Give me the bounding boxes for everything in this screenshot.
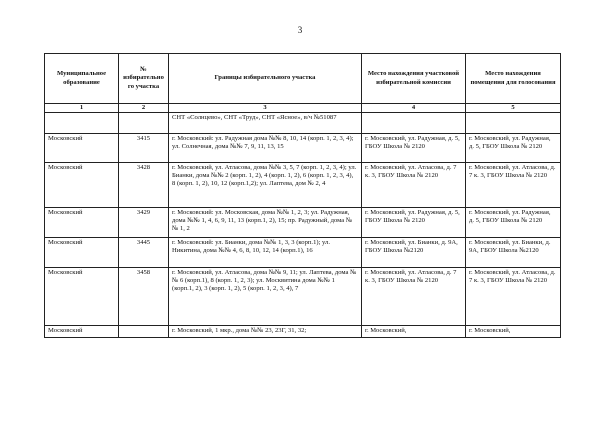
column-number: 3 <box>169 104 362 113</box>
cell-precinct: 3458 <box>119 268 169 326</box>
column-number-row <box>45 104 561 113</box>
polling-stations-table <box>44 53 561 338</box>
column-number: 4 <box>362 104 466 113</box>
cell-municipality: Московский <box>45 163 119 208</box>
cell-commission: г. Московский, <box>362 326 466 338</box>
cell-municipality: Московский <box>45 208 119 238</box>
table-row <box>45 238 561 268</box>
cell-boundaries: г. Московский: ул. Московская, дома №№ 1, 2, 3; ул. Радужная, дома №№ 1, 4, 6, 9, 11, 13 (корп.1, 2), 15; пр. Радужный, дома №№ 1, 2 <box>169 208 362 238</box>
header-row <box>45 54 561 104</box>
cell-commission: г. Московский, ул. Бианки, д. 9А, ГБОУ Школа №2120 <box>362 238 466 268</box>
column-number: 5 <box>466 104 561 113</box>
cell-voting: г. Московский, ул. Радужная, д. 5, ГБОУ Школа № 2120 <box>466 134 561 163</box>
header-voting-location: Место нахождения помещения для голосования <box>466 54 561 104</box>
cell-voting <box>466 113 561 134</box>
table-row <box>45 134 561 163</box>
continuation-row <box>45 113 561 134</box>
column-number: 2 <box>119 104 169 113</box>
cell-boundaries: г. Московский, 1 мкр., дома №№ 23, 23Г, 31, 32; <box>169 326 362 338</box>
cell-municipality: Московский <box>45 134 119 163</box>
header-boundaries: Границы избирательного участка <box>169 54 362 104</box>
cell-precinct: 3428 <box>119 163 169 208</box>
table-row <box>45 208 561 238</box>
cell-commission: г. Московский, ул. Радужная, д. 5, ГБОУ Школа № 2120 <box>362 134 466 163</box>
cell-precinct: 3415 <box>119 134 169 163</box>
cell-boundaries: г. Московский: ул. Радужная дома №№ 8, 10, 14 (корп. 1, 2, 3, 4); ул. Солнечная, дома №№ 7, 9, 11, 13, 15 <box>169 134 362 163</box>
cell-precinct: 3445 <box>119 238 169 268</box>
cell-commission: г. Московский, ул. Радужная, д. 5, ГБОУ Школа № 2120 <box>362 208 466 238</box>
cell-precinct: 3429 <box>119 208 169 238</box>
cell-commission: г. Московский, ул. Атласова, д. 7 к. 3, ГБОУ Школа № 2120 <box>362 268 466 326</box>
header-commission-location: Место нахождения участковой избирательной комиссии <box>362 54 466 104</box>
cell-voting: г. Московский, ул. Бианки, д. 9А, ГБОУ Школа №2120 <box>466 238 561 268</box>
cell-municipality: Московский <box>45 238 119 268</box>
cell-precinct <box>119 326 169 338</box>
table-row <box>45 163 561 208</box>
cell-boundaries: г. Московский, ул. Атласова, дома №№ 3, 5, 7 (корп. 1, 2, 3, 4); ул. Бианки, дома №№ 2 (корп. 1, 2), 4 (корп. 1, 2), 6 (корп. 1, 2, 3, 4), 8 (корп. 1, 2), 10, 12 (корп.1,2); ул. Лаптева, дом № 2, 4 <box>169 163 362 208</box>
cell-commission <box>362 113 466 134</box>
cell-voting: г. Московский, ул. Радужная, д. 5, ГБОУ Школа № 2120 <box>466 208 561 238</box>
cell-boundaries: г. Московский, ул. Атласова, дома №№ 9, 11; ул. Лаптева, дома №№ 6 (корп.1), 8 (корп. 1, 2, 3); ул. Москвитина дома №№ 1 (корп.1, 2), 3 (корп. 1, 2), 5 (корп. 1, 2, 3, 4), 7 <box>169 268 362 326</box>
header-municipality: Муниципальное образование <box>45 54 119 104</box>
cell-municipality <box>45 113 119 134</box>
cell-voting: г. Московский, ул. Атласова, д. 7 к. 3, ГБОУ Школа № 2120 <box>466 163 561 208</box>
cell-municipality: Московский <box>45 326 119 338</box>
cell-boundaries: СНТ «Солнцево», СНТ «Труд», СНТ «Ясное», в/ч №51087 <box>169 113 362 134</box>
cell-voting: г. Московский, <box>466 326 561 338</box>
page-number: 3 <box>297 25 303 35</box>
column-number: 1 <box>45 104 119 113</box>
cell-municipality: Московский <box>45 268 119 326</box>
table-row <box>45 326 561 338</box>
table-row <box>45 268 561 326</box>
cell-commission: г. Московский, ул. Атласова, д. 7 к. 3, ГБОУ Школа № 2120 <box>362 163 466 208</box>
cell-boundaries: г. Московский: ул. Бианки, дома №№ 1, 3, 3 (корп.1); ул. Никитина, дома №№ 4, 6, 8, 10, 12, 14 (корп.1), 16 <box>169 238 362 268</box>
cell-precinct <box>119 113 169 134</box>
header-precinct-number: № избирательного участка <box>119 54 169 104</box>
cell-voting: г. Московский, ул. Атласова, д. 7 к. 3, ГБОУ Школа № 2120 <box>466 268 561 326</box>
